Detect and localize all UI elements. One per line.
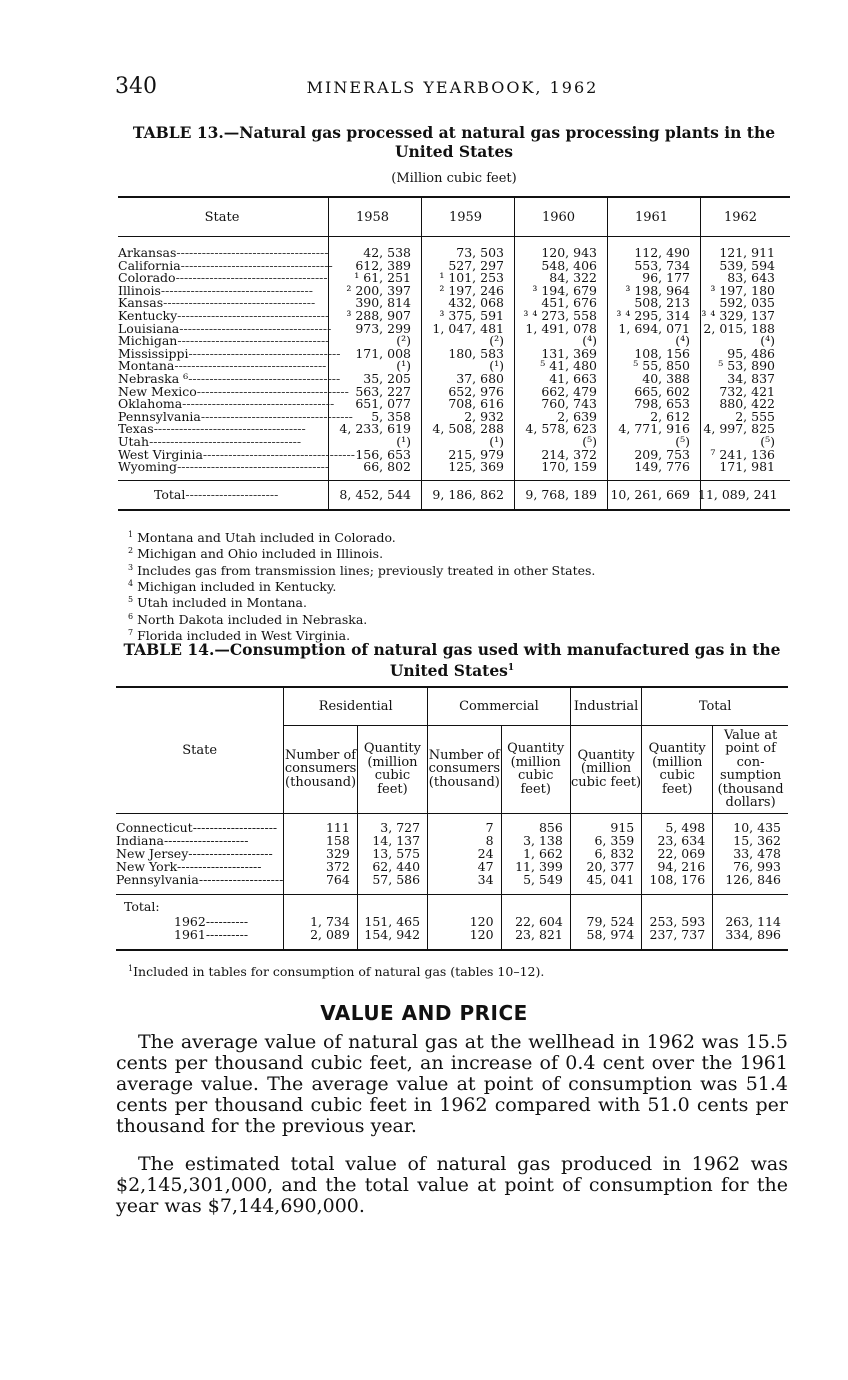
- state-cell: Wyoming------------------------------------: [118, 459, 330, 475]
- value-cell: 651, 077: [355, 396, 411, 412]
- total-year-cell: 1961----------: [174, 926, 249, 942]
- value-cell: 66, 802: [363, 459, 411, 475]
- section-heading: VALUE AND PRICE: [320, 1001, 528, 1025]
- value-cell: 33, 478: [713, 847, 788, 860]
- total-cell: 120: [428, 928, 502, 941]
- table14-caption: [116, 640, 788, 680]
- value-cell: 5, 358: [371, 408, 411, 424]
- group-header-industrial: Industrial: [570, 687, 641, 725]
- value-cell: 3, 138: [501, 834, 570, 847]
- value-cell: 612, 389: [355, 257, 411, 273]
- value-cell: 973, 299: [355, 320, 411, 336]
- value-cell: ⁵ 41, 480: [540, 358, 597, 374]
- value-cell: ³ 197, 180: [710, 282, 775, 298]
- state-cell: Arkansas------------------------------------: [118, 245, 329, 260]
- value-cell: 120, 943: [541, 245, 597, 260]
- state-column-header: State: [116, 687, 284, 813]
- running-title: MINERALS YEARBOOK, 1962: [306, 78, 599, 97]
- state-cell: Michigan------------------------------------: [118, 333, 330, 349]
- subhead-quantity: Quantity (million cubic feet): [501, 725, 570, 813]
- state-cell: New Mexico------------------------------------: [118, 383, 349, 399]
- value-cell: ³ 198, 964: [625, 282, 690, 298]
- value-cell: (⁵): [760, 433, 775, 449]
- value-cell: ³ 194, 679: [532, 282, 597, 298]
- state-cell: Pennsylvania--------------------: [116, 872, 284, 887]
- total-cell: 2, 089: [284, 928, 358, 941]
- value-cell: 215, 979: [448, 446, 504, 462]
- value-cell: (⁵): [675, 433, 690, 449]
- value-cell: 126, 846: [713, 873, 788, 886]
- value-cell: 23, 634: [642, 834, 713, 847]
- footnote: $^6$ North Dakota included in Nebraska.: [128, 611, 368, 627]
- table13-caption: [118, 123, 790, 161]
- value-cell: ² 197, 246: [439, 282, 504, 298]
- page-header: [115, 74, 790, 104]
- value-cell: 45, 041: [570, 873, 641, 886]
- state-cell: Mississippi------------------------------------: [118, 345, 341, 361]
- value-cell: 665, 602: [634, 383, 690, 399]
- state-cell: New Jersey--------------------: [116, 846, 273, 861]
- value-cell: 84, 322: [549, 270, 597, 286]
- value-cell: 20, 377: [570, 860, 641, 873]
- value-cell: ⁷ 241, 136: [710, 446, 775, 462]
- value-cell: 329: [284, 847, 358, 860]
- total-cell: 22, 604: [501, 915, 570, 928]
- value-cell: 11, 399: [501, 860, 570, 873]
- subhead-quantity: Quantity (million cubic feet): [642, 725, 713, 813]
- value-cell: 10, 435: [713, 821, 788, 834]
- value-cell: 856: [501, 821, 570, 834]
- value-cell: (⁴): [760, 333, 775, 349]
- value-cell: 880, 422: [719, 396, 775, 412]
- total-cell: 9, 768, 189: [525, 487, 597, 503]
- table-row: [116, 873, 788, 886]
- value-cell: 47: [428, 860, 502, 873]
- subhead-quantity: Quantity (million cubic feet): [357, 725, 427, 813]
- value-cell: 4, 771, 916: [618, 421, 690, 437]
- total-label: Total:: [124, 898, 160, 914]
- value-cell: 662, 479: [541, 383, 597, 399]
- total-cell: 8, 452, 544: [339, 487, 411, 503]
- value-cell: 42, 538: [363, 245, 411, 260]
- value-cell: 171, 008: [355, 345, 411, 361]
- value-cell: (⁴): [582, 333, 597, 349]
- value-cell: 2, 932: [464, 408, 504, 424]
- subhead-number: Number of consumers (thousand): [428, 725, 502, 813]
- value-cell: 73, 503: [456, 245, 504, 260]
- state-cell: New York--------------------: [116, 859, 262, 874]
- value-cell: (²): [396, 333, 411, 349]
- table13-header-row: [118, 198, 790, 237]
- value-cell: 915: [570, 821, 641, 834]
- total-cell: 9, 186, 862: [432, 487, 504, 503]
- value-cell: ³ 288, 907: [346, 307, 411, 323]
- table13-units: (Million cubic feet): [391, 171, 517, 186]
- value-cell: 592, 035: [719, 295, 775, 311]
- year-column-header: 1962: [723, 209, 758, 225]
- footnote: $^7$ Florida included in West Virginia.: [128, 628, 351, 644]
- value-cell: 372: [284, 860, 358, 873]
- group-header-residential: Residential: [284, 687, 428, 725]
- paragraph: The average value of natural gas at the wellhead in 1962 was 15.5 cents per thousand cubic feet, an increase of 0.4 cent over the 1961 average value. The average value at point of consumption was 51.4 cents per thousand cubic feet in 1962 compared with 51.0 cents per thousand for the previous year.: [116, 1031, 788, 1137]
- value-cell: 764: [284, 873, 358, 886]
- value-cell: ² 200, 397: [346, 282, 411, 298]
- value-cell: 3, 727: [357, 821, 427, 834]
- table13-total-row: [118, 480, 790, 509]
- value-cell: 6, 359: [570, 834, 641, 847]
- value-cell: (¹): [396, 358, 411, 374]
- value-cell: 7: [428, 821, 502, 834]
- year-column-header: 1958: [355, 209, 390, 225]
- footnote: $^5$ Utah included in Montana.: [128, 595, 307, 611]
- table13-caption-line2: United States: [394, 142, 514, 161]
- year-column-header: 1959: [448, 209, 483, 225]
- footnote: $^4$ Michigan included in Kentucky.: [128, 579, 337, 595]
- value-cell: 5, 549: [501, 873, 570, 886]
- value-cell: 121, 911: [719, 245, 775, 260]
- footnote: $^1$ Montana and Utah included in Colorado.: [128, 530, 396, 546]
- total-cell: 154, 942: [357, 928, 427, 941]
- value-cell: 432, 068: [448, 295, 504, 311]
- state-cell: Colorado------------------------------------: [118, 270, 328, 286]
- value-cell: 209, 753: [634, 446, 690, 462]
- total-cell: 151, 465: [357, 915, 427, 928]
- value-cell: 553, 734: [634, 257, 690, 273]
- total-cell: 58, 974: [570, 928, 641, 941]
- value-cell: 4, 578, 623: [525, 421, 597, 437]
- table13-body: [118, 237, 790, 480]
- value-cell: 34, 837: [727, 370, 775, 386]
- value-cell: 2, 555: [735, 408, 775, 424]
- total-cell: 120: [428, 915, 502, 928]
- value-cell: 548, 406: [541, 257, 597, 273]
- value-cell: (¹): [489, 358, 504, 374]
- value-cell: 125, 369: [448, 459, 504, 475]
- value-cell: 22, 069: [642, 847, 713, 860]
- state-cell: Pennsylvania------------------------------------: [118, 408, 353, 424]
- value-cell: 76, 993: [713, 860, 788, 873]
- value-cell: 83, 643: [727, 270, 775, 286]
- value-cell: 2, 639: [557, 408, 597, 424]
- total-cell: 79, 524: [570, 915, 641, 928]
- value-cell: ⁵ 55, 850: [633, 358, 690, 374]
- value-cell: 34: [428, 873, 502, 886]
- year-column-header: 1960: [541, 209, 576, 225]
- value-cell: (¹): [489, 433, 504, 449]
- table14-footnote: $^1$Included in tables for consumption of natural gas (tables 10–12).: [128, 964, 545, 980]
- table14-caption-line2: United States$^1$: [389, 661, 515, 681]
- state-cell: Montana------------------------------------: [118, 358, 327, 374]
- value-cell: 112, 490: [634, 245, 690, 260]
- value-cell: 4, 997, 825: [703, 421, 775, 437]
- value-cell: 1, 694, 071: [618, 320, 690, 336]
- state-cell: Louisiana------------------------------------: [118, 320, 332, 336]
- footnote: $^3$ Includes gas from transmission lines; previously treated in other States.: [128, 562, 596, 578]
- total-cell: 237, 737: [642, 928, 713, 941]
- paragraph: The estimated total value of natural gas produced in 1962 was $2,145,301,000, and the total value at point of consumption for the year was $7,144,690,000.: [116, 1153, 788, 1217]
- group-header-commercial: Commercial: [428, 687, 571, 725]
- state-cell: Oklahoma------------------------------------: [118, 396, 335, 412]
- value-cell: 1, 047, 481: [432, 320, 504, 336]
- table13-footnotes: [128, 528, 595, 643]
- value-cell: (¹): [396, 433, 411, 449]
- state-cell: Texas------------------------------------: [118, 421, 306, 437]
- value-cell: 95, 486: [727, 345, 775, 361]
- value-cell: 8: [428, 834, 502, 847]
- value-cell: 652, 976: [448, 383, 504, 399]
- year-column-header: 1961: [634, 209, 669, 225]
- value-cell: 2, 015, 188: [703, 320, 775, 336]
- total-label: Total----------------------: [154, 487, 279, 503]
- value-cell: 527, 297: [448, 257, 504, 273]
- value-cell: ¹ 61, 251: [354, 270, 411, 286]
- value-cell: 108, 176: [642, 873, 713, 886]
- value-cell: ¹ 101, 253: [439, 270, 504, 286]
- total-label-row: [116, 894, 788, 915]
- value-cell: ³ ⁴ 273, 558: [523, 307, 597, 323]
- value-cell: 37, 680: [456, 370, 504, 386]
- table-row: [118, 461, 790, 474]
- value-cell: 170, 159: [541, 459, 597, 475]
- value-cell: 1, 491, 078: [525, 320, 597, 336]
- value-cell: ³ 375, 591: [439, 307, 504, 323]
- page-number: 340: [115, 74, 157, 99]
- state-cell: Kentucky------------------------------------: [118, 307, 330, 323]
- subhead-value: Value at point of con-sumption (thousand dollars): [713, 725, 788, 813]
- state-cell: West Virginia------------------------------------: [118, 446, 355, 462]
- value-cell: 40, 388: [642, 370, 690, 386]
- value-cell: 15, 362: [713, 834, 788, 847]
- value-cell: 5, 498: [642, 821, 713, 834]
- subhead-quantity: Quantity (million cubic feet): [570, 725, 641, 813]
- value-cell: 798, 653: [634, 396, 690, 412]
- table14-body: [116, 813, 788, 949]
- state-cell: Nebraska ⁶------------------------------------: [118, 370, 341, 386]
- value-cell: 563, 227: [355, 383, 411, 399]
- value-cell: 760, 743: [541, 396, 597, 412]
- value-cell: 508, 213: [634, 295, 690, 311]
- value-cell: 149, 776: [634, 459, 690, 475]
- total-row: [116, 928, 788, 941]
- state-column-header: State: [204, 209, 240, 225]
- value-cell: 158: [284, 834, 358, 847]
- value-cell: 35, 205: [363, 370, 411, 386]
- value-cell: 2, 612: [650, 408, 690, 424]
- value-cell: 732, 421: [719, 383, 775, 399]
- value-cell: ⁵ 53, 890: [718, 358, 775, 374]
- value-cell: 390, 814: [355, 295, 411, 311]
- value-cell: 14, 137: [357, 834, 427, 847]
- value-cell: 708, 616: [448, 396, 504, 412]
- value-cell: (⁵): [582, 433, 597, 449]
- value-cell: 4, 508, 288: [432, 421, 504, 437]
- value-cell: 57, 586: [357, 873, 427, 886]
- table13: [118, 196, 790, 511]
- value-cell: 180, 583: [448, 345, 504, 361]
- group-header-total: Total: [642, 687, 788, 725]
- total-cell: 23, 821: [501, 928, 570, 941]
- value-cell: 108, 156: [634, 345, 690, 361]
- value-cell: 539, 594: [719, 257, 775, 273]
- value-cell: 13, 575: [357, 847, 427, 860]
- total-cell: 10, 261, 669: [610, 487, 690, 503]
- table14-caption-line1: TABLE 14.—Consumption of natural gas used with manufactured gas in the: [123, 640, 781, 659]
- value-cell: 451, 676: [541, 295, 597, 311]
- state-cell: Indiana--------------------: [116, 833, 249, 848]
- value-cell: 111: [284, 821, 358, 834]
- state-cell: Connecticut--------------------: [116, 820, 278, 835]
- value-cell: (²): [489, 333, 504, 349]
- value-cell: 4, 233, 619: [339, 421, 411, 437]
- value-cell: 131, 369: [541, 345, 597, 361]
- total-cell: 11, 089, 241: [698, 487, 778, 503]
- value-cell: 6, 832: [570, 847, 641, 860]
- total-cell: 1, 734: [284, 915, 358, 928]
- value-cell: 41, 663: [549, 370, 597, 386]
- value-cell: 24: [428, 847, 502, 860]
- value-cell: ³ ⁴ 295, 314: [616, 307, 690, 323]
- value-cell: 156, 653: [355, 446, 411, 462]
- state-cell: Illinois------------------------------------: [118, 282, 313, 298]
- subhead-number: Number of consumers (thousand): [284, 725, 358, 813]
- value-cell: 171, 981: [719, 459, 775, 475]
- value-cell: 214, 372: [541, 446, 597, 462]
- total-cell: 334, 896: [713, 928, 788, 941]
- table13-caption-line1: TABLE 13.—Natural gas processed at natural gas processing plants in the: [132, 123, 776, 142]
- value-cell: 94, 216: [642, 860, 713, 873]
- value-cell: 96, 177: [642, 270, 690, 286]
- value-cell: 62, 440: [357, 860, 427, 873]
- total-year-cell: 1962----------: [174, 913, 249, 929]
- value-cell: 1, 662: [501, 847, 570, 860]
- value-cell: ³ ⁴ 329, 137: [701, 307, 775, 323]
- total-cell: 263, 114: [713, 915, 788, 928]
- value-cell: (⁴): [675, 333, 690, 349]
- state-cell: Utah------------------------------------: [118, 433, 302, 449]
- state-cell: California------------------------------------: [118, 257, 333, 273]
- table14: [116, 686, 788, 951]
- footnote-mark: 1: [507, 663, 515, 673]
- state-cell: Kansas------------------------------------: [118, 295, 316, 311]
- total-cell: 253, 593: [642, 915, 713, 928]
- footnote: $^2$ Michigan and Ohio included in Illinois.: [128, 546, 384, 562]
